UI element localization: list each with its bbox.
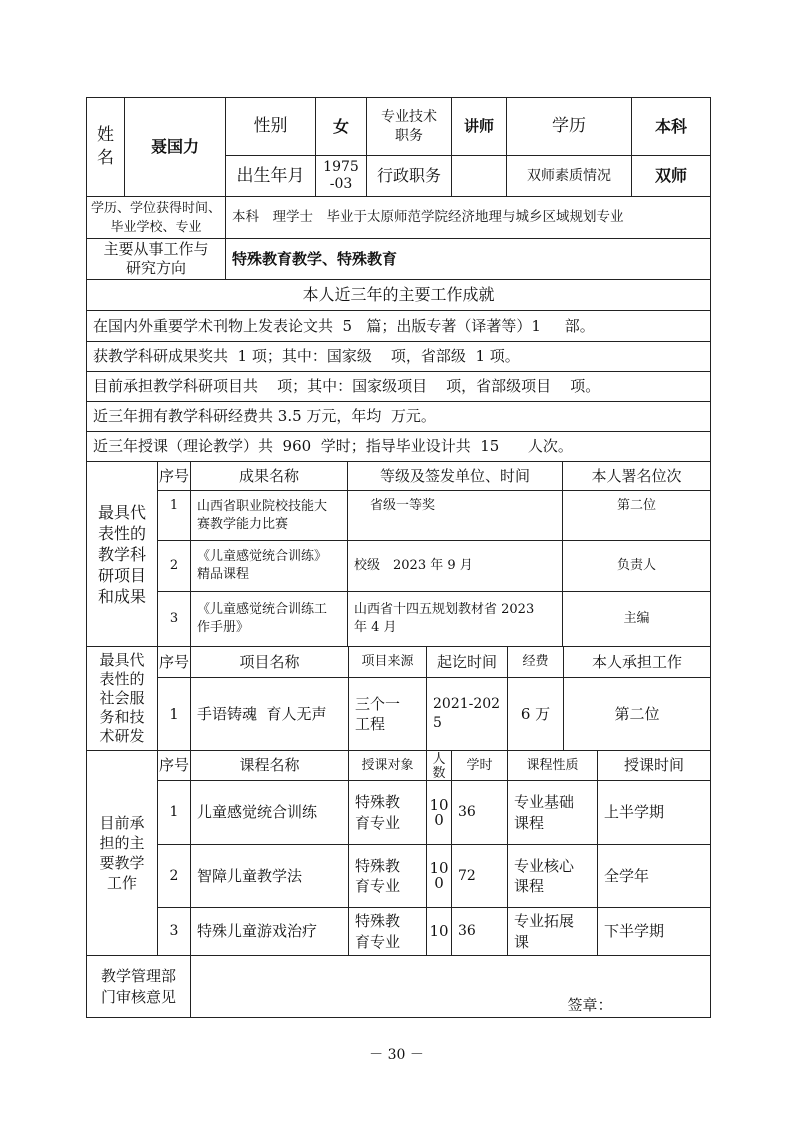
results-row-rank: 主编 — [623, 611, 650, 627]
achievement-line: 目前承担教学科研项目共 项；其中：国家级项目 项，省部级项目 项。 — [93, 377, 601, 396]
achievement-line: 获教学科研成果奖共 1 项；其中：国家级 项，省部级 1 项。 — [93, 347, 520, 366]
results-row-no: 3 — [169, 611, 179, 627]
education-value: 本科 — [654, 116, 687, 136]
teaching-row-target: 特殊教 育专业 — [355, 912, 401, 951]
dual-teacher-label: 双师素质情况 — [527, 167, 611, 184]
results-row-name: 《儿童感觉统合训练》 精品课程 — [197, 549, 328, 582]
teaching-header-count: 人数 — [432, 752, 446, 780]
service-row-funds: 6 万 — [520, 704, 551, 723]
teaching-side-label: 目前承 担的主 要教学 工作 — [99, 814, 145, 892]
table-border-right — [710, 97, 711, 1018]
teaching-row-no: 2 — [169, 867, 179, 884]
results-row-no: 1 — [169, 498, 179, 513]
teaching-row-nature: 专业拓展 课 — [514, 912, 575, 951]
teaching-row-nature: 专业核心 课程 — [514, 856, 575, 895]
name-label: 姓 名 — [97, 125, 114, 168]
work-direction-label: 主要从事工作与 研究方向 — [103, 240, 209, 277]
teaching-row-no: 3 — [169, 923, 179, 940]
teaching-header-no: 序号 — [158, 756, 189, 775]
service-header-no: 序号 — [158, 652, 189, 671]
work-direction-value: 特殊教育教学、特殊教育 — [232, 249, 398, 268]
birth-value: 1975 -03 — [323, 159, 359, 192]
degree-label: 学历、学位获得时间、 毕业学校、专业 — [90, 200, 221, 235]
teaching-header-course: 课程名称 — [239, 756, 300, 775]
teaching-row-course: 智障儿童教学法 — [197, 866, 303, 885]
title-label: 专业技术 职务 — [381, 108, 437, 144]
birth-label: 出生年月 — [236, 165, 305, 186]
vline — [190, 955, 191, 1018]
service-header-role: 本人承担工作 — [591, 652, 682, 671]
teaching-header-nature: 课程性质 — [526, 757, 579, 773]
table-border-bottom — [86, 1017, 711, 1018]
service-header-funds: 经费 — [522, 654, 549, 670]
achievement-line: 在国内外重要学术刊物上发表论文共 5 篇；出版专著（译著等）1 部。 — [93, 316, 595, 335]
results-header-name: 成果名称 — [238, 466, 299, 485]
results-row-name: 山西省职业院校技能大 赛教学能力比赛 — [197, 498, 328, 532]
name-value: 聂国力 — [150, 137, 199, 157]
teaching-row-count: 10 — [429, 922, 449, 940]
results-row-no: 2 — [169, 558, 179, 574]
teaching-row-course: 儿童感觉统合训练 — [197, 803, 318, 822]
service-header-period: 起讫时间 — [436, 652, 497, 671]
education-label: 学历 — [552, 116, 586, 137]
admin-post-label: 行政职务 — [376, 166, 441, 186]
page-number: － 30 － — [369, 1047, 424, 1063]
service-row-no: 1 — [169, 704, 179, 723]
teaching-row-time: 下半学期 — [604, 922, 665, 941]
review-signature: 签章： — [567, 995, 613, 1014]
teaching-row-count: 100 — [429, 859, 449, 892]
results-header-level: 等级及签发单位、时间 — [379, 466, 530, 485]
service-row-source: 三个一 工程 — [355, 694, 401, 733]
results-row-name: 《儿童感觉统合训练工 作手册》 — [197, 602, 328, 635]
service-row-name: 手语铸魂 育人无声 — [197, 704, 327, 723]
gender-value: 女 — [332, 116, 349, 136]
teaching-row-count: 100 — [429, 795, 449, 829]
teaching-row-time: 上半学期 — [604, 803, 665, 822]
degree-value: 本科 理学士 毕业于太原师范学院经济地理与城乡区域规划专业 — [232, 209, 624, 226]
achievement-line: 近三年授课（理论教学）共 960 学时；指导毕业设计共 15 人次。 — [93, 437, 573, 456]
results-side-label: 最具代 表性的 教学科 研项目 和成果 — [97, 502, 146, 606]
results-header-rank: 本人署名位次 — [591, 466, 682, 485]
results-row-level: 省级一等奖 — [370, 498, 436, 513]
teaching-row-nature: 专业基础 课程 — [514, 793, 575, 832]
teaching-row-hours: 36 — [458, 804, 476, 821]
results-row-rank: 负责人 — [616, 558, 656, 574]
results-row-rank: 第二位 — [616, 498, 656, 513]
results-header-no: 序号 — [158, 466, 189, 485]
service-header-source: 项目来源 — [361, 654, 414, 670]
teaching-row-hours: 36 — [458, 923, 476, 940]
teaching-row-course: 特殊儿童游戏治疗 — [197, 922, 318, 941]
teaching-row-no: 1 — [169, 804, 179, 821]
results-row-level: 山西省十四五规划教材省 2023 年 4 月 — [354, 602, 535, 635]
teaching-row-hours: 72 — [458, 867, 476, 884]
review-label: 教学管理部 门审核意见 — [100, 966, 176, 1006]
title-value: 讲师 — [463, 117, 494, 136]
teaching-header-hours: 学时 — [466, 757, 493, 773]
gender-label: 性别 — [253, 116, 288, 137]
achievement-line: 近三年拥有教学科研经费共 3.5 万元，年均 万元。 — [93, 407, 436, 426]
achievements-heading: 本人近三年的主要工作成就 — [302, 285, 495, 305]
service-row-role: 第二位 — [614, 704, 660, 723]
teaching-header-time: 授课时间 — [623, 756, 684, 775]
teaching-header-target: 授课对象 — [361, 757, 414, 773]
teaching-row-target: 特殊教 育专业 — [355, 856, 401, 895]
teaching-row-time: 全学年 — [604, 866, 650, 885]
service-side-label: 最具代 表性的 社会服 务和技 术研发 — [99, 651, 145, 745]
service-header-name: 项目名称 — [239, 652, 300, 671]
dual-teacher-value: 双师 — [654, 166, 687, 186]
admin-post-value — [452, 156, 506, 196]
teaching-row-target: 特殊教 育专业 — [355, 793, 401, 832]
service-row-period: 2021-202 5 — [433, 696, 501, 731]
results-row-level: 校级 2023 年 9 月 — [354, 558, 473, 574]
